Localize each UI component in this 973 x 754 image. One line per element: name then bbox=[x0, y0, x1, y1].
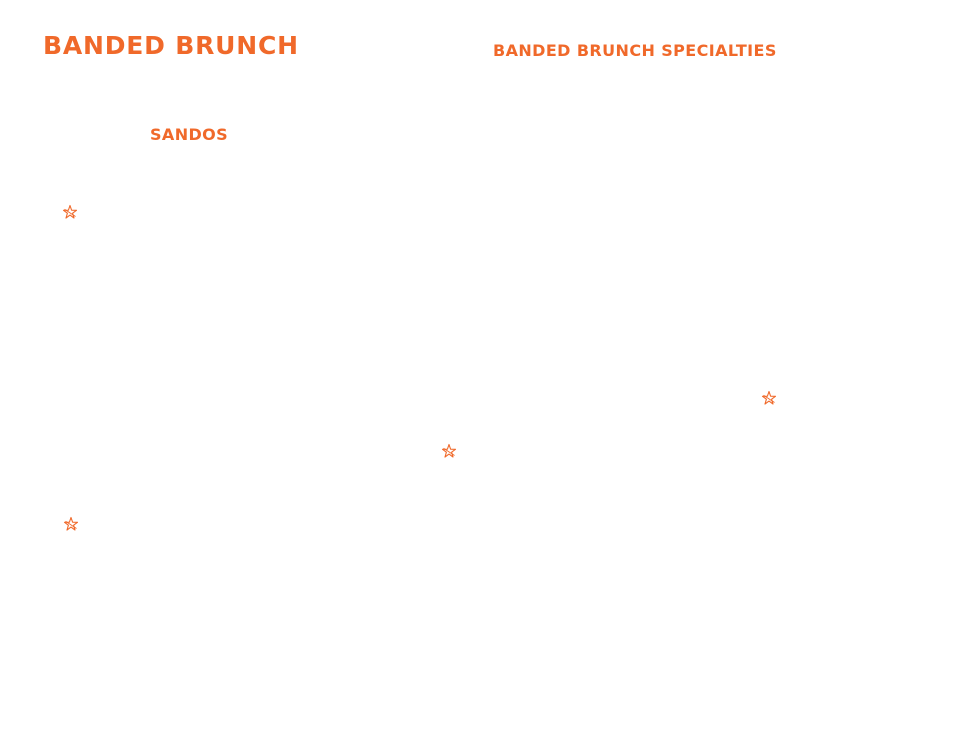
star-outline-icon bbox=[63, 516, 79, 532]
section-heading-specialties: BANDED BRUNCH SPECIALTIES bbox=[493, 41, 777, 60]
section-heading-sandos: SANDOS bbox=[150, 125, 229, 144]
star-outline-icon bbox=[441, 443, 457, 459]
star-outline-icon bbox=[761, 390, 777, 406]
menu-title: BANDED BRUNCH bbox=[43, 31, 299, 60]
star-outline-icon bbox=[62, 204, 78, 220]
